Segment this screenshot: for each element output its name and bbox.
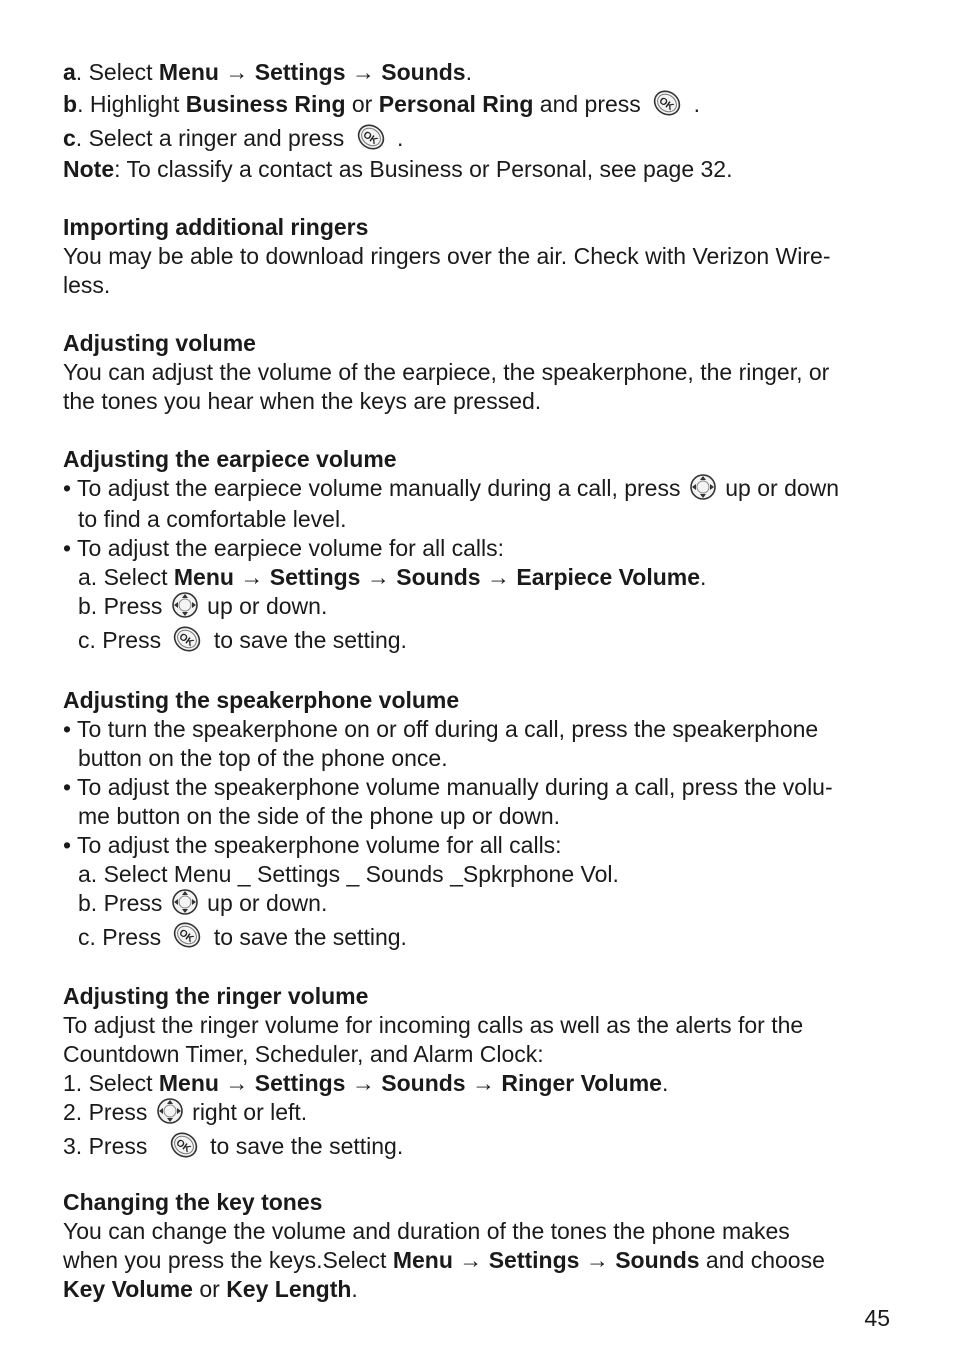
arrow-glyph: → [366,563,390,590]
text: • To adjust the earpiece volume manually during a call, press [63,474,687,501]
text: or [345,91,379,117]
text: to save the setting. [207,626,407,653]
arrow-glyph: → [459,1247,483,1274]
arrow-glyph: → [240,563,264,590]
intro-step-b [63,90,893,121]
section-heading: Adjusting the speakerphone volume [63,686,460,713]
intro-step-c [63,124,893,155]
text: . [687,91,700,117]
text: . [700,563,707,590]
section-heading: Adjusting the earpiece volume [63,445,397,472]
arrow-glyph: → [225,1070,249,1097]
key-volume-term: Key Volume [63,1276,193,1303]
text: . Select [75,59,159,85]
text: . [390,124,404,151]
text: . [465,59,472,85]
navigation-key-icon [156,1096,184,1126]
paragraph-line: less. [63,271,111,298]
step-letter: c [63,124,76,151]
navigation-key-icon [171,590,199,620]
bullet-continuation: to find a comfortable level. [78,505,347,532]
bullet-continuation: me button on the side of the phone up or down. [78,802,561,829]
arrow-glyph: → [486,563,510,590]
text: b. Press [78,889,169,916]
sub-step-c [63,923,893,954]
text: . [351,1276,358,1303]
note-text: : To classify a contact as Business or Personal, see page 32. [114,155,733,182]
numbered-step-3 [63,1132,893,1163]
navigation-key-icon [171,887,199,917]
numbered-step-1 [63,1069,893,1098]
note-label: Note [63,155,115,182]
bullet-item [63,474,893,505]
paragraph-line: You can adjust the volume of the earpiece, the speakerphone, the ringer, or [63,358,830,385]
text: and choose [699,1247,825,1274]
text: up or down. [200,592,328,619]
arrow-glyph: → [351,59,375,85]
sub-step-b [63,889,893,920]
bullet-item: • To adjust the speakerphone volume for all calls: [63,831,562,858]
settings-term: Settings [269,563,361,590]
menu-term: Menu [392,1247,453,1274]
text: or [192,1276,227,1303]
bullet-item: • To adjust the speakerphone volume manually during a call, press the volu- [63,773,833,800]
personal-ring-term: Personal Ring [378,91,534,117]
paragraph-line: Countdown Timer, Scheduler, and Alarm Clock: [63,1041,544,1068]
intro-note [63,155,893,184]
bullet-item: • To turn the speakerphone on or off during a call, press the speakerphone [63,715,819,742]
text: 2. Press [63,1099,154,1126]
section-heading: Changing the key tones [63,1189,323,1216]
text: and press [533,91,648,117]
step-letter: a [63,59,76,85]
sub-step-a [63,563,893,592]
text: 3. Press [63,1133,154,1160]
settings-term: Settings [488,1247,580,1274]
business-ring-term: Business Ring [185,91,346,117]
numbered-step-2 [63,1098,893,1129]
sub-step-a: a. Select Menu _ Settings _ Sounds _Spkrphone Vol. [78,860,619,887]
paragraph-line [63,1275,893,1304]
ok-key-icon [171,920,203,950]
step-letter: b [63,91,78,117]
paragraph-line: To adjust the ringer volume for incoming calls as well as the alerts for the [63,1012,804,1039]
text: a. Select [78,563,174,590]
text: c. Press [78,626,168,653]
text: to save the setting. [203,1133,404,1160]
earpiece-volume-term: Earpiece Volume [516,563,701,590]
text: when you press the keys.Select [63,1247,393,1274]
sounds-term: Sounds [615,1247,700,1274]
arrow-glyph: → [471,1070,495,1097]
text: to save the setting. [207,923,407,950]
menu-term: Menu [173,563,234,590]
text: b. Press [78,592,169,619]
page-number: 45 [864,1305,890,1331]
section-heading: Importing additional ringers [63,213,369,240]
navigation-key-icon [689,472,717,502]
text: right or left. [185,1099,308,1126]
text: . Highlight [77,91,186,117]
key-length-term: Key Length [226,1276,352,1303]
ringer-volume-term: Ringer Volume [501,1070,662,1097]
paragraph-line [63,1246,893,1275]
section-heading: Adjusting the ringer volume [63,983,369,1010]
text: 1. Select [63,1070,159,1097]
sounds-term: Sounds [381,1070,466,1097]
arrow-glyph: → [585,1247,609,1274]
arrow-glyph: → [225,59,249,85]
ok-key-icon [355,122,387,152]
bullet-continuation: button on the top of the phone once. [78,744,448,771]
text: . [661,1070,669,1097]
text: up or down [718,474,840,501]
settings-term: Settings [254,59,346,85]
paragraph-line: the tones you hear when the keys are pressed. [63,387,542,414]
text: c. Press [78,923,168,950]
ok-key-icon [651,88,683,118]
bullet-item: • To adjust the earpiece volume for all calls: [63,534,505,561]
menu-term: Menu [158,59,219,85]
menu-term: Menu [158,1070,219,1097]
arrow-glyph: → [351,1070,375,1097]
paragraph-line: You may be able to download ringers over the air. Check with Verizon Wire- [63,242,831,269]
manual-page [63,58,893,1304]
sounds-term: Sounds [381,59,466,85]
intro-step-a [63,58,893,87]
section-heading: Adjusting volume [63,329,256,356]
sounds-term: Sounds [396,563,481,590]
sub-step-c [63,626,893,657]
text: . Select a ringer and press [75,124,351,151]
settings-term: Settings [254,1070,346,1097]
text: up or down. [200,889,328,916]
ok-key-icon [171,624,203,654]
ok-key-icon [168,1130,200,1160]
sub-step-b [63,592,893,623]
paragraph-line: You can change the volume and duration of the tones the phone makes [63,1218,790,1245]
